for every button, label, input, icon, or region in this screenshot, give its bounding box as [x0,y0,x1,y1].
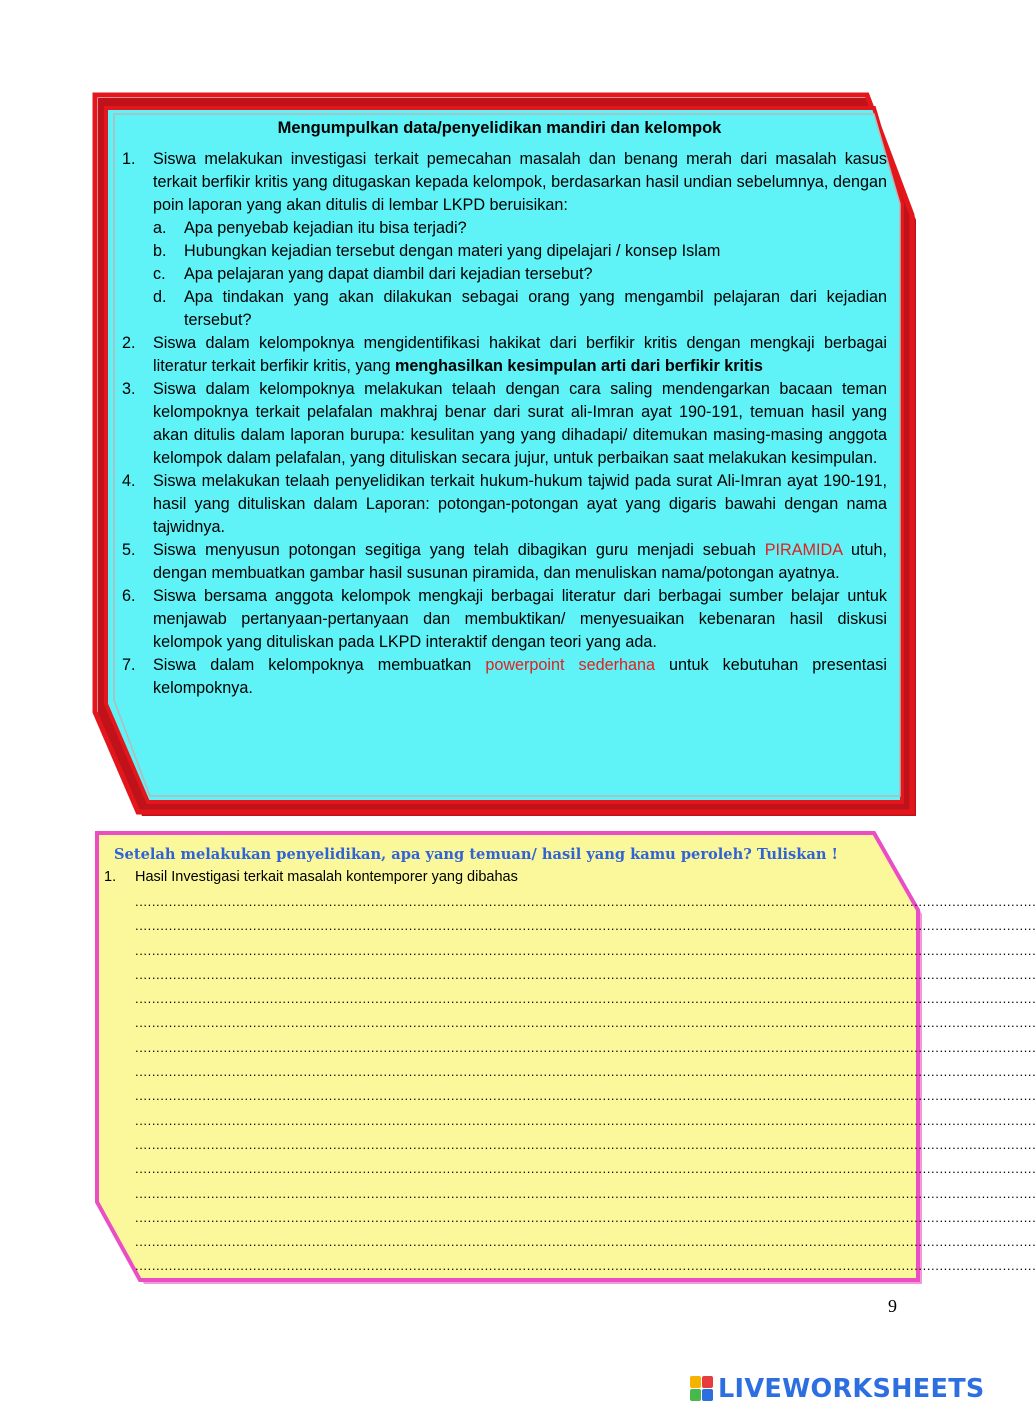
sub-item: a. Apa penyebab kejadian itu bisa terjadi? [153,219,467,237]
answer-line[interactable]: ...................................................................................................................................................................................................................... [135,1234,1036,1250]
list-item: 6. Siswa bersama anggota kelompok mengkaji berbagai literatur dari berbagai sumber belajar untuk menjawab pertanyaan-pertanyaan dan membuktikan/ menyesuaikan kebenaran hasil diskusi kelompok yang dituliskan pada LKPD interaktif dengan teori yang ada. [122,587,887,651]
answer-panel [92,828,1036,1286]
sub-item: c. Apa pelajaran yang dapat diambil dari kejadian tersebut? [153,265,593,283]
panel-title: Mengumpulkan data/penyelidikan mandiri dan kelompok [277,119,722,137]
list-item: 3. Siswa dalam kelompoknya melakukan telaah dengan cara saling mendengarkan bacaan teman kelompoknya terkait pelafalan makhraj benar dari surat ali-Imran ayat 190-191, temuan hasil yang akan ditulis dalam laporan burupa: kesulitan yang yang dihadapi/ ditemukan masing-masing anggota kelompok dalam pelafalan, yang dituliskan secara jujur, untuk perbaikan saat melakukan kesimpulan. [122,380,887,467]
answer-line[interactable]: ...................................................................................................................................................................................................................... [135,1088,1036,1104]
list-item: 7. Siswa dalam kelompoknya membuatkan powerpoint sederhana untuk kebutuhan presentasi kelompoknya. [122,656,887,697]
page-number: 9 [888,1296,897,1316]
list-item: 4. Siswa melakukan telaah penyelidikan terkait hukum-hukum tajwid pada surat Ali-Imran ayat 190-191, hasil yang dituliskan dalam Laporan: potongan-potongan ayat yang digaris bawahi dengan nama tajwidnya. [122,472,887,536]
answer-line[interactable]: ...................................................................................................................................................................................................................... [135,991,1036,1007]
answer-line[interactable]: ...................................................................................................................................................................................................................... [135,1064,1036,1080]
answer-line[interactable]: ...................................................................................................................................................................................................................... [135,1112,1036,1128]
sub-item: d. Apa tindakan yang akan dilakukan sebagai orang yang mengambil pelajaran dari kejadian tersebut? [153,288,887,329]
highlight-text: powerpoint sederhana [485,656,656,674]
answer-line[interactable]: ...................................................................................................................................................................................................................... [135,1039,1036,1055]
question-1: 1. Hasil Investigasi terkait masalah kontemporer yang dibahas [104,869,518,885]
list-item: 2. Siswa dalam kelompoknya mengidentifikasi hakikat dari berfikir kritis dengan mengkaji berbagai literatur terkait berfikir kritis, yang menghasilkan kesimpulan arti dari berfikir kritis [122,334,887,375]
answer-line[interactable]: ...................................................................................................................................................................................................................... [135,1209,1036,1225]
answer-line[interactable]: ...................................................................................................................................................................................................................... [135,942,1036,958]
sub-item: b. Hubungkan kejadian tersebut dengan materi yang dipelajari / konsep Islam [153,242,721,260]
answer-line[interactable]: ...................................................................................................................................................................................................................... [135,1136,1036,1152]
answer-line[interactable]: ...................................................................................................................................................................................................................... [135,894,1036,909]
answer-line[interactable]: ...................................................................................................................................................................................................................... [135,1185,1036,1201]
answer-line[interactable]: ...................................................................................................................................................................................................................... [135,1161,1036,1177]
list-item: 1. Siswa melakukan investigasi terkait pemecahan masalah dan benang merah dari masalah kasus terkait berfikir kritis yang ditugaskan kepada kelompok, berdasarkan hasil undian sebelumnya, dengan poin laporan yang akan ditulis di lembar LKPD beruisikan: [122,150,887,214]
answer-line[interactable]: ...................................................................................................................................................................................................................... [135,1015,1036,1031]
answer-line[interactable]: ...................................................................................................................................................................................................................... [135,918,1036,934]
answer-area[interactable] [135,890,1036,1279]
investigation-panel [92,94,920,820]
liveworksheets-logo[interactable] [690,1374,985,1404]
brand-name: LIVEWORKSHEETS [718,1374,985,1404]
liveworksheets-logo-icon [690,1376,714,1402]
prompt-heading: Setelah melakukan penyelidikan, apa yang temuan/ hasil yang kamu peroleh? Tuliskan ! [114,846,838,863]
answer-line[interactable]: ...................................................................................................................................................................................................................... [135,966,1036,982]
highlight-text: PIRAMIDA [764,541,843,559]
list-item: 5. Siswa menyusun potongan segitiga yang telah dibagikan guru menjadi sebuah PIRAMIDA utuh, dengan membuatkan gambar hasil susunan piramida, dan menuliskan nama/potongan ayatnya. [122,541,887,582]
answer-line[interactable]: ...................................................................................................................................................................................................................... [135,1258,1036,1274]
